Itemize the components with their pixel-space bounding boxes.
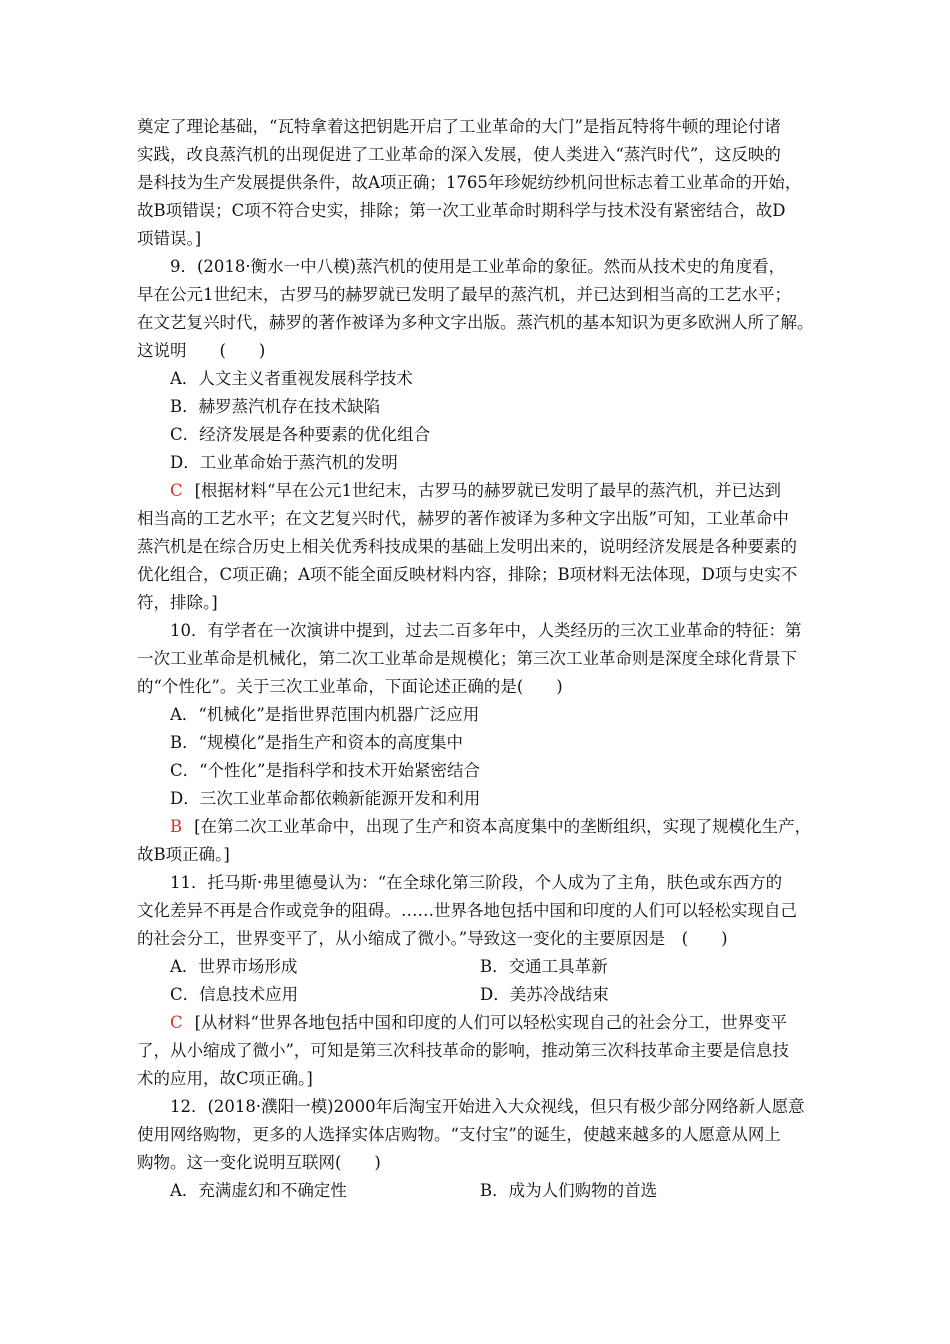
text-line: 项错误。] xyxy=(137,229,202,248)
q8-explanation xyxy=(137,113,817,253)
options-row xyxy=(137,1177,817,1205)
option-c: C．经济发展是各种要素的优化组合 xyxy=(170,425,431,444)
explanation-line: 相当高的工艺水平；在文艺复兴时代，赫罗的著作被译为多种文字出版”可知，工业革命中 xyxy=(137,509,789,528)
explanation-line: 故B项正确。] xyxy=(137,845,230,864)
answer-letter: C xyxy=(170,481,183,500)
question-stem: 这说明 ( ) xyxy=(137,341,266,360)
question-stem: 一次工业革命是机械化，第二次工业革命是规模化；第三次工业革命则是深度全球化背景下 xyxy=(137,649,797,668)
question-stem: 使用网络购物，更多的人选择实体店购物。“支付宝”的诞生，使越来越多的人愿意从网上 xyxy=(137,1125,781,1144)
question-stem: 文化差异不再是合作或竞争的阻碍。……世界各地包括中国和印度的人们可以轻松实现自己 xyxy=(137,901,797,920)
option-b: B．赫罗蒸汽机存在技术缺陷 xyxy=(170,397,381,416)
question-9 xyxy=(137,253,817,617)
explanation-line: 优化组合，C项正确；A项不能全面反映材料内容，排除；B项材料无法体现，D项与史实不 xyxy=(137,565,798,584)
option-d: D．工业革命始于蒸汽机的发明 xyxy=(170,453,398,472)
document-page xyxy=(137,113,817,1205)
option-a: A．人文主义者重视发展科学技术 xyxy=(170,369,413,388)
explanation-text: [根据材料“早在公元1世纪末，古罗马的赫罗就已发明了最早的蒸汽机，并已达到 xyxy=(194,481,781,500)
option-a: A．充满虚幻和不确定性 xyxy=(170,1181,347,1200)
question-stem: 在文艺复兴时代，赫罗的著作被译为多种文字出版。蒸汽机的基本知识为更多欧洲人所了解。 xyxy=(137,313,814,332)
question-stem: 11．托马斯·弗里德曼认为：“在全球化第三阶段，个人成为了主角，肤色或东西方的 xyxy=(170,873,783,892)
option-a: A．“机械化”是指世界范围内机器广泛应用 xyxy=(170,705,480,724)
text-line: 实践，改良蒸汽机的出现促进了工业革命的深入发展，使人类进入“蒸汽时代”，这反映的 xyxy=(137,145,781,164)
option-c: C．信息技术应用 xyxy=(170,985,299,1004)
question-10 xyxy=(137,617,817,869)
explanation-line xyxy=(137,1009,817,1037)
option-a: A．世界市场形成 xyxy=(170,957,298,976)
question-stem: 10．有学者在一次演讲中提到，过去二百多年中，人类经历的三次工业革命的特征：第 xyxy=(170,621,802,640)
options-row xyxy=(137,953,817,981)
text-line: 是科技为生产发展提供条件，故A项正确；1765年珍妮纺纱机问世标志着工业革命的开始， xyxy=(137,173,802,192)
option-c: C．“个性化”是指科学和技术开始紧密结合 xyxy=(170,761,480,780)
question-stem: 早在公元1世纪末，古罗马的赫罗就已发明了最早的蒸汽机，并已达到相当高的工艺水平； xyxy=(137,285,791,304)
answer-letter: B xyxy=(170,817,183,836)
explanation-line xyxy=(137,813,817,841)
explanation-line: 术的应用，故C项正确。] xyxy=(137,1069,313,1088)
answer-letter: C xyxy=(170,1013,183,1032)
question-11 xyxy=(137,869,817,1093)
text-line: 奠定了理论基础，“瓦特拿着这把钥匙开启了工业革命的大门”是指瓦特将牛顿的理论付诸 xyxy=(137,117,781,136)
explanation-line xyxy=(137,477,817,505)
option-d: D．美苏冷战结束 xyxy=(480,985,609,1004)
explanation-text: [在第二次工业革命中，出现了生产和资本高度集中的垄断组织，实现了规模化生产， xyxy=(194,817,812,836)
explanation-line: 符，排除。] xyxy=(137,593,218,612)
question-stem: 12．(2018·濮阳一模)2000年后淘宝开始进入大众视线，但只有极少部分网络新人愿意 xyxy=(170,1097,805,1116)
explanation-line: 蒸汽机是在综合历史上相关优秀科技成果的基础上发明出来的，说明经济发展是各种要素的 xyxy=(137,537,797,556)
question-stem: 的“个性化”。关于三次工业革命，下面论述正确的是( ) xyxy=(137,677,563,696)
question-stem: 9．(2018·衡水一中八模)蒸汽机的使用是工业革命的象征。然而从技术史的角度看， xyxy=(170,257,786,276)
options-row xyxy=(137,981,817,1009)
explanation-line: 了，从小缩成了微小”，可知是第三次科技革命的影响，推动第三次科技革命主要是信息技 xyxy=(137,1041,789,1060)
question-12 xyxy=(137,1093,817,1205)
option-b: B．“规模化”是指生产和资本的高度集中 xyxy=(170,733,463,752)
question-stem: 购物。这一变化说明互联网( ) xyxy=(137,1153,381,1172)
option-b: B．成为人们购物的首选 xyxy=(480,1181,658,1200)
option-b: B．交通工具革新 xyxy=(480,957,608,976)
question-stem: 的社会分工，世界变平了，从小缩成了微小。”导致这一变化的主要原因是 ( ) xyxy=(137,929,728,948)
text-line: 故B项错误；C项不符合史实，排除；第一次工业革命时期科学与技术没有紧密结合，故D xyxy=(137,201,786,220)
explanation-text: [从材料“世界各地包括中国和印度的人们可以轻松实现自己的社会分工，世界变平 xyxy=(194,1013,787,1032)
option-d: D．三次工业革命都依赖新能源开发和利用 xyxy=(170,789,481,808)
